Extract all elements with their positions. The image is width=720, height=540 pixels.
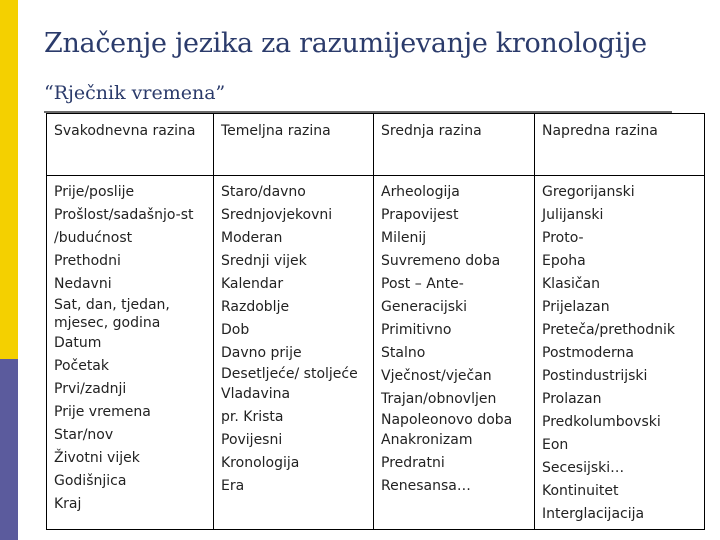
term: Prošlost/sadašnjo-st /budućnost — [54, 207, 194, 246]
term: Vječnost/vječan — [381, 368, 492, 384]
term: Era — [221, 478, 245, 494]
term: Nedavni — [54, 276, 112, 292]
term: Julijanski — [542, 207, 604, 223]
term: Star/nov — [54, 427, 114, 443]
term: Dob — [221, 322, 250, 338]
term: Prvi/zadnji — [54, 381, 127, 397]
term: Klasičan — [542, 276, 600, 292]
term: pr. Krista — [221, 409, 284, 425]
term: Povijesni — [221, 432, 283, 448]
term: Početak — [54, 358, 109, 374]
term: Renesansa… — [381, 478, 471, 494]
term: Vladavina — [221, 386, 291, 402]
column-advanced — [535, 176, 705, 530]
term: Srednji vijek — [221, 253, 307, 269]
term: Kalendar — [221, 276, 284, 292]
term: Razdoblje — [221, 299, 290, 315]
term: Datum — [54, 335, 102, 351]
term: Prijelazan — [542, 299, 610, 315]
term: Moderan — [221, 230, 283, 246]
slide-title: Značenje jezika za razumijevanje kronologije — [44, 28, 647, 59]
term: Prolazan — [542, 391, 602, 407]
term: Postmoderna — [542, 345, 634, 361]
term: Prije/poslije — [54, 184, 135, 200]
term: Staro/davno — [221, 184, 306, 200]
column-basic — [214, 176, 374, 530]
term: Sat, dan, tjedan, mjesec, godina — [54, 297, 170, 331]
table-header-row — [47, 114, 705, 176]
term: Predkolumbovski — [542, 414, 661, 430]
term: Eon — [542, 437, 569, 453]
term: Primitivno — [381, 322, 452, 338]
header-basic-level: Temeljna razina — [214, 114, 374, 176]
term: Interglacijacija — [542, 506, 645, 522]
time-vocabulary-table — [46, 113, 705, 530]
term: Trajan/obnovljen — [381, 391, 497, 407]
slide-subtitle: “Rječnik vremena” — [44, 82, 226, 104]
term: Generacijski — [381, 299, 468, 315]
term: Proto- — [542, 230, 584, 246]
term: Desetljeće/ stoljeće — [221, 366, 358, 382]
term: Anakronizam — [381, 432, 473, 448]
header-everyday-level: Svakodnevna razina — [47, 114, 214, 176]
term: Prije vremena — [54, 404, 151, 420]
term: Secesijski… — [542, 460, 625, 476]
term: Napoleonovo doba — [381, 412, 513, 428]
accent-bar-blue — [0, 359, 18, 540]
term: Prethodni — [54, 253, 121, 269]
term: Kronologija — [221, 455, 300, 471]
term: Epoha — [542, 253, 586, 269]
term: Davno prije — [221, 345, 302, 361]
term: Srednjovjekovni — [221, 207, 333, 223]
term: Suvremeno doba — [381, 253, 501, 269]
header-advanced-level: Napredna razina — [535, 114, 705, 176]
term: Post – Ante- — [381, 276, 464, 292]
term: Gregorijanski — [542, 184, 635, 200]
column-everyday — [47, 176, 214, 530]
term: Preteča/prethodnik — [542, 322, 675, 338]
accent-bar-yellow — [0, 0, 18, 359]
term: Postindustrijski — [542, 368, 648, 384]
header-intermediate-level: Srednja razina — [374, 114, 535, 176]
term: Arheologija — [381, 184, 460, 200]
term: Predratni — [381, 455, 445, 471]
term: Kontinuitet — [542, 483, 619, 499]
term: Prapovijest — [381, 207, 459, 223]
column-intermediate — [374, 176, 535, 530]
term: Godišnjica — [54, 473, 127, 489]
table-row — [47, 176, 705, 530]
term: Životni vijek — [54, 450, 140, 466]
term: Milenij — [381, 230, 427, 246]
term: Stalno — [381, 345, 426, 361]
term: Kraj — [54, 496, 82, 512]
